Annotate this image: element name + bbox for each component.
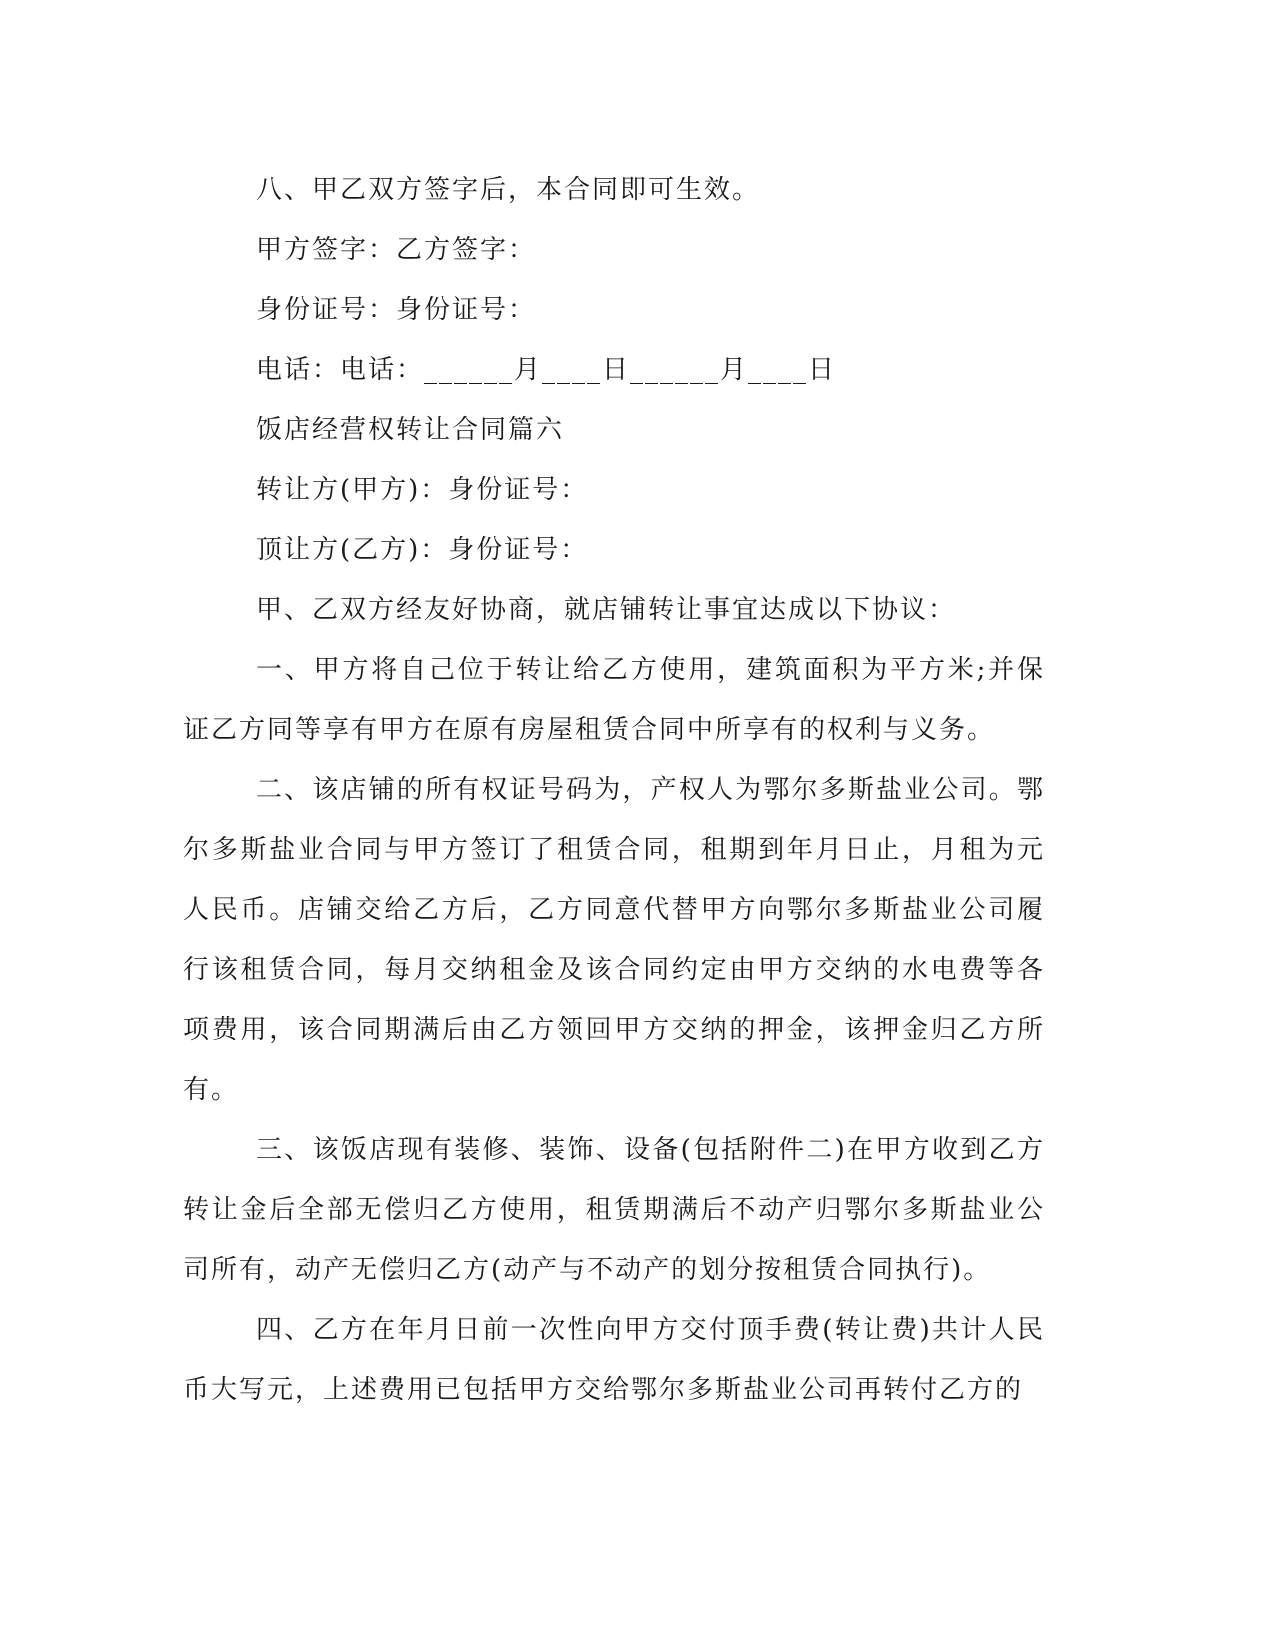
transferee-line: 顶让方(乙方)：身份证号： (256, 535, 589, 565)
clause-one: 一、甲方将自己位于转让给乙方使用，建筑面积为平方米;并保证乙方同等享有甲方在原有房屋租赁合同中所享有的权利与义务。 (183, 655, 1045, 745)
id-number-line: 身份证号：身份证号： (256, 295, 537, 325)
clause-two: 二、该店铺的所有权证号码为，产权人为鄂尔多斯盐业公司。鄂尔多斯盐业合同与甲方签订了租赁合同，租期到年月日止，月租为元人民币。店铺交给乙方后，乙方同意代替甲方向鄂尔多斯盐业公司履行该租赁合同，每月交纳租金及该合同约定由甲方交纳的水电费等各项费用，该合同期满后由乙方领回甲方交纳的押金，该押金归乙方所有。 (183, 775, 1045, 1105)
signature-line: 甲方签字：乙方签字： (256, 235, 537, 265)
transferor-line: 转让方(甲方)：身份证号： (256, 475, 589, 505)
phone-date-line: 电话：电话：______月____日______月____日 (256, 355, 837, 385)
clause-four: 四、乙方在年月日前一次性向甲方交付顶手费(转让费)共计人民币大写元，上述费用已包括甲方交给鄂尔多斯盐业公司再转付乙方的 (183, 1315, 1045, 1405)
clause-eight: 八、甲乙双方签字后，本合同即可生效。 (256, 175, 761, 205)
section-title: 饭店经营权转让合同篇六 (256, 415, 565, 445)
agreement-intro: 甲、乙双方经友好协商，就店铺转让事宜达成以下协议： (256, 595, 957, 625)
document-body (183, 160, 1045, 1420)
clause-three: 三、该饭店现有装修、装饰、设备(包括附件二)在甲方收到乙方转让金后全部无偿归乙方使用，租赁期满后不动产归鄂尔多斯盐业公司所有，动产无偿归乙方(动产与不动产的划分按租赁合同执行)。 (183, 1135, 1045, 1285)
